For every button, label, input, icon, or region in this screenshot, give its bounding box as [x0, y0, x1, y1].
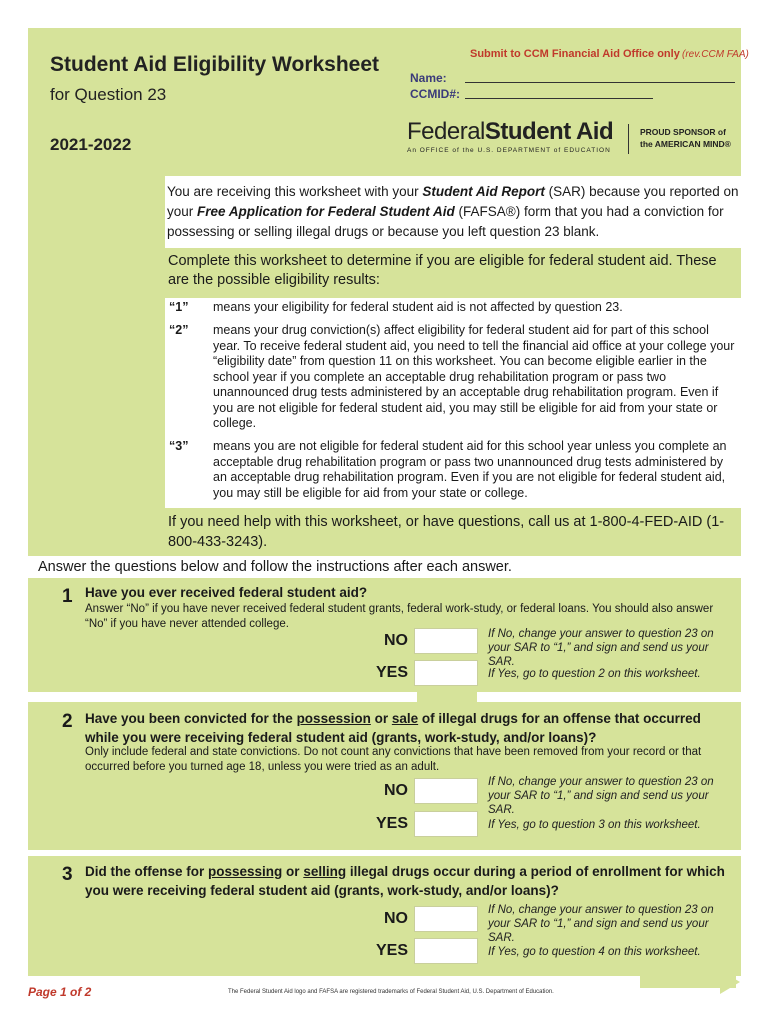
intro-part-2: (SAR) because you reported on your: [167, 184, 739, 219]
question-detail: Only include federal and state convictions. Do not count any convictions that have been removed from your record or that occurred before you turned age 18, unless you were tried as an adult.: [85, 746, 702, 773]
logo-office-line: An OFFICE of the U.S. DEPARTMENT of EDUCATION: [407, 147, 611, 154]
help-text: If you need help with this worksheet, or have questions, call us at 1-800-4-FED-AID (1-800-433-3243).: [168, 514, 725, 550]
no-instruction: If No, change your answer to question 23 on your SAR to “1,” and sign and send us your SAR.: [488, 904, 714, 944]
q3-yes-checkbox[interactable]: [414, 938, 478, 964]
result-text: means your eligibility for federal student aid is not affected by question 23.: [213, 300, 623, 314]
logo-divider: [628, 124, 629, 154]
result-item: [165, 439, 741, 504]
intro-fafsa: Free Application for Federal Student Aid: [197, 204, 455, 219]
submit-note: Submit to CCM Financial Aid Office only: [470, 48, 680, 60]
question-number: 1: [62, 586, 73, 607]
q3-underline-2: selling: [303, 864, 347, 879]
logo-federal: Federal: [407, 118, 485, 145]
intro-part-1: You are receiving this worksheet with your: [167, 184, 423, 199]
left-margin-strip: [28, 176, 165, 556]
name-field[interactable]: [465, 82, 735, 83]
page-subtitle: for Question 23: [50, 85, 167, 104]
yes-instruction: If Yes, go to question 2 on this worksheet.: [488, 668, 701, 680]
result-text: means your drug conviction(s) affect eligibility for federal student aid for part of this school year. To receive federal student aid, you need to tell the financial aid office at your college your “eligibility date” from question 11 on this worksheet. You can become eligible earlier in the school year if you complete an acceptable drug rehabilitation program or pass two unannounced drug tests administered by an acceptable drug rehabilitation program. Even if you are not eligible for federal student aid, you may still be eligible for aid from your state or college.: [213, 323, 735, 430]
question-number: 3: [62, 864, 73, 885]
q2-no-checkbox[interactable]: [414, 778, 478, 804]
logo-student-aid: Student Aid: [484, 118, 614, 145]
q2-yes-checkbox[interactable]: [414, 811, 478, 837]
question-text: Have you ever received federal student aid?: [85, 585, 368, 600]
q3-text-a: Did the offense for: [85, 864, 209, 879]
q2-underline-2: sale: [391, 711, 419, 726]
arrow-to-q2: [417, 692, 477, 702]
q1-yes-checkbox[interactable]: [414, 660, 478, 686]
question-detail: Answer “No” if you have never received federal student grants, federal work-study, or federal loans. You should also answer “No” if you have never attended college.: [85, 603, 714, 630]
results-heading: Complete this worksheet to determine if you are eligible for federal student aid. These are the possible eligibility results:: [168, 253, 717, 288]
q2-text-a: Have you been convicted for the: [85, 711, 297, 726]
result-item: [165, 323, 741, 433]
no-label: NO: [384, 910, 408, 927]
result-code: “3”: [169, 439, 189, 453]
sponsor-line-1: PROUD SPONSOR of: [640, 127, 726, 137]
ccmid-label: CCMID#:: [410, 87, 460, 101]
no-label: NO: [384, 632, 408, 649]
result-code: “1”: [169, 300, 189, 314]
question-text: [85, 709, 735, 747]
no-instruction: If No, change your answer to question 23 on your SAR to “1,” and sign and send us your SAR.: [488, 776, 714, 816]
intro-part-3: (FAFSA®) form that you had a conviction for possessing or selling illegal drugs or because you left question 23 blank.: [167, 204, 724, 239]
q3-text-b: or: [282, 864, 304, 879]
fsa-logo: [407, 118, 613, 146]
rev-note: (rev.CCM FAA): [682, 49, 749, 60]
q2-text-b: or: [370, 711, 392, 726]
ccmid-field[interactable]: [465, 98, 653, 99]
yes-instruction: If Yes, go to question 4 on this worksheet.: [488, 946, 701, 958]
no-label: NO: [384, 782, 408, 799]
q1-no-checkbox[interactable]: [414, 628, 478, 654]
result-code: “2”: [169, 323, 189, 337]
award-year: 2021-2022: [50, 135, 132, 154]
yes-label: YES: [375, 664, 408, 681]
name-label: Name:: [410, 71, 447, 85]
q3-no-checkbox[interactable]: [414, 906, 478, 932]
q3-text-c: illegal drugs occur during a period of enrollment for which you were receiving federal student aid (grants, work-study, and/or loans)?: [85, 864, 725, 898]
result-text: means you are not eligible for federal student aid for this school year unless you complete an acceptable drug rehabilitation program or pass two unannounced drug tests administered by an acceptable drug rehabilitation program. Even if you are not eligible for federal student aid, you may still be eligible for aid from your state or college.: [213, 439, 727, 500]
page-title: Student Aid Eligibility Worksheet: [50, 53, 380, 76]
q2-text-c: of illegal drugs for an offense that occurred while you were receiving federal student aid (grants, work-study, and/or loans)?: [85, 711, 701, 745]
intro-sar: Student Aid Report: [422, 184, 545, 199]
page-number: Page 1 of 2: [28, 985, 92, 999]
yes-label: YES: [375, 942, 408, 959]
instructions: Answer the questions below and follow the instructions after each answer.: [38, 559, 512, 575]
yes-label: YES: [375, 815, 408, 832]
question-number: 2: [62, 711, 73, 732]
q2-underline-1: possession: [296, 711, 371, 726]
result-item: [165, 300, 741, 318]
yes-instruction: If Yes, go to question 3 on this worksheet.: [488, 819, 701, 831]
next-page-arrow-icon: [720, 970, 740, 994]
question-text: [85, 862, 735, 900]
q3-underline-1: possessing: [208, 864, 283, 879]
sponsor-line-2: the AMERICAN MIND®: [640, 139, 731, 149]
trademark-note: The Federal Student Aid logo and FAFSA are registered trademarks of Federal Student Aid, U.S. Department of Education.: [228, 989, 554, 995]
intro-text: [167, 182, 739, 242]
no-instruction: If No, change your answer to question 23 on your SAR to “1,” and sign and send us your SAR.: [488, 628, 714, 668]
